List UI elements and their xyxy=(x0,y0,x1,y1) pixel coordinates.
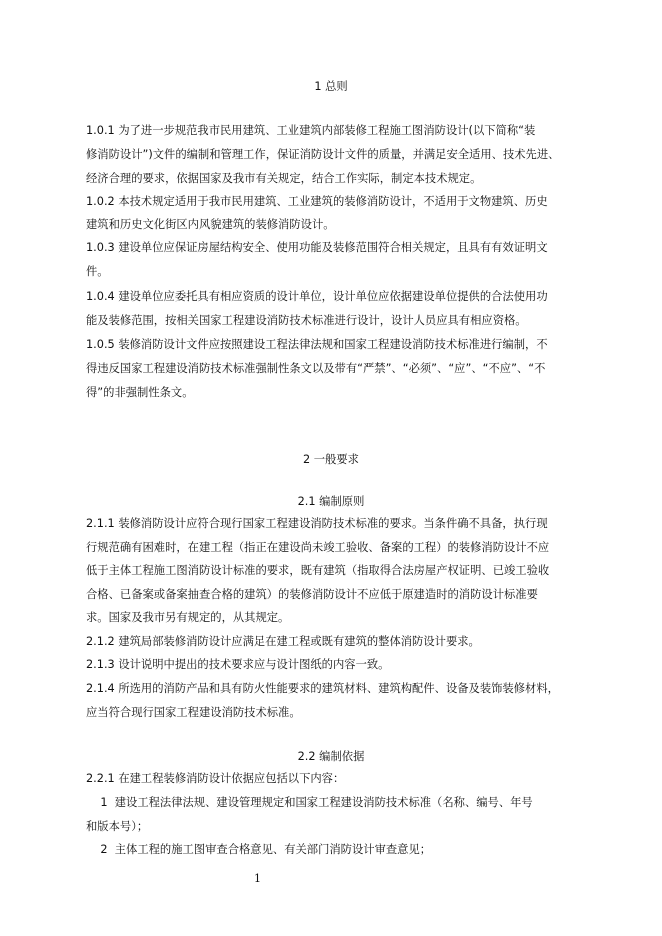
paragraph-line: 应当符合现行国家工程建设消防技术标准。 xyxy=(86,706,301,719)
subsection-2-2-heading: 2.2 编制依据 xyxy=(297,750,365,763)
paragraph-line: 修消防设计”)文件的编制和管理工作，保证消防设计文件的质量，并满足安全适用、技术先进、 xyxy=(86,148,560,161)
subsection-2-1-heading: 2.1 编制原则 xyxy=(297,495,365,508)
paragraph-line: 2.1.4 所选用的消防产品和具有防火性能要求的建筑材料、建筑构配件、设备及装饰装修材料， xyxy=(86,682,559,695)
paragraph-line: 1 建设工程法律法规、建设管理规定和国家工程建设消防技术标准（名称、编号、年号 xyxy=(86,796,533,809)
paragraph-line: 行规范确有困难时，在建工程（指正在建设尚未竣工验收、备案的工程）的装修消防设计不应 xyxy=(86,541,550,554)
paragraph-line: 件。 xyxy=(86,265,109,278)
page-number: 1 xyxy=(254,872,261,885)
paragraph-line: 得违反国家工程建设消防技术标准强制性条文以及带有“严禁”、“必须”、“应”、“不应”、“不 xyxy=(86,362,546,375)
paragraph-line: 经济合理的要求，依据国家及我市有关规定，结合工作实际，制定本技术规定。 xyxy=(86,172,482,185)
paragraph-line: 建筑和历史文化街区内风貌建筑的装修消防设计。 xyxy=(86,218,335,231)
paragraph-line: 2.1.1 装修消防设计应符合现行国家工程建设消防技术标准的要求。当条件确不具备，执行现 xyxy=(86,517,548,530)
paragraph-line: 2.1.2 建筑局部装修消防设计应满足在建工程或既有建筑的整体消防设计要求。 xyxy=(86,635,480,648)
paragraph-line: 1.0.1 为了进一步规范我市民用建筑、工业建筑内部装修工程施工图消防设计(以下简称“装 xyxy=(86,124,536,137)
section-1-heading: 1 总则 xyxy=(314,80,348,93)
paragraph-line: 得”的非强制性条文。 xyxy=(86,386,194,399)
paragraph-line: 2 主体工程的施工图审查合格意见、有关部门消防设计审查意见； xyxy=(86,843,432,856)
paragraph-line: 求。国家及我市另有规定的，从其规定。 xyxy=(86,611,290,624)
paragraph-line: 2.2.1 在建工程装修消防设计依据应包括以下内容： xyxy=(86,772,345,785)
paragraph-line: 2.1.3 设计说明中提出的技术要求应与设计图纸的内容一致。 xyxy=(86,658,390,671)
paragraph-line: 1.0.2 本技术规定适用于我市民用建筑、工业建筑的装修消防设计，不适用于文物建筑、历史 xyxy=(86,195,548,208)
paragraph-line: 1.0.5 装修消防设计文件应按照建设工程法律法规和国家工程建设消防技术标准进行编制，不 xyxy=(86,338,548,351)
paragraph-line: 1.0.4 建设单位应委托具有相应资质的设计单位，设计单位应依据建设单位提供的合法使用功 xyxy=(86,290,548,303)
paragraph-line: 和版本号）； xyxy=(86,820,149,833)
paragraph-line: 合格、已备案或备案抽查合格的建筑）的装修消防设计不应低于原建造时的消防设计标准要 xyxy=(86,588,538,601)
section-2-heading: 2 一般要求 xyxy=(303,453,359,466)
paragraph-line: 低于主体工程施工图消防设计标准的要求，既有建筑（指取得合法房屋产权证明、已竣工验收 xyxy=(86,564,550,577)
paragraph-line: 1.0.3 建设单位应保证房屋结构安全、使用功能及装修范围符合相关规定，且具有有效证明文 xyxy=(86,241,548,254)
paragraph-line: 能及装修范围，按相关国家工程建设消防技术标准进行设计，设计人员应具有相应资格。 xyxy=(86,314,527,327)
